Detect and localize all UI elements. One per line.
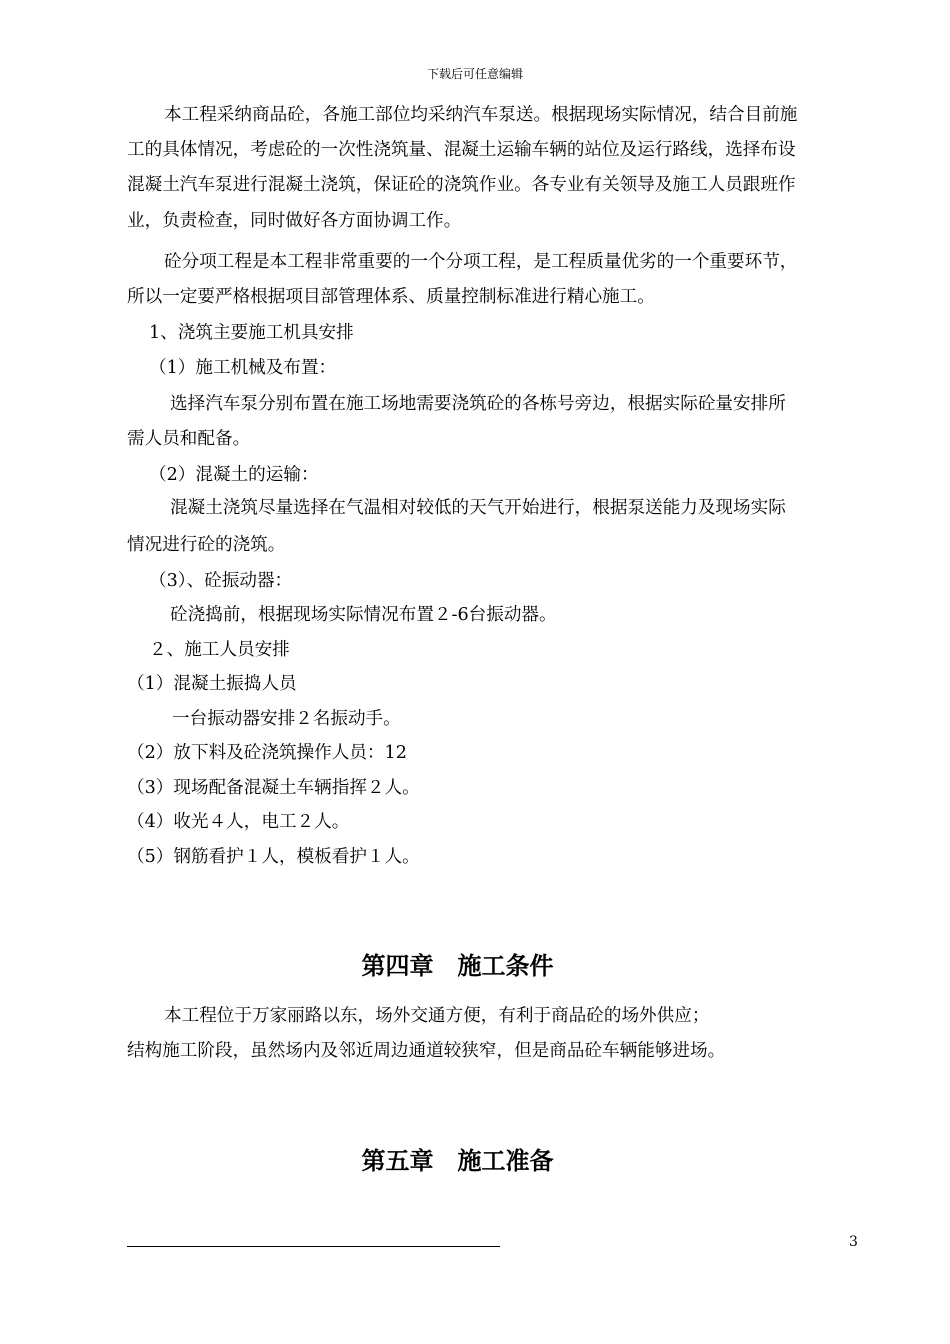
staff-item-text: 一台振动器安排２名振动手。 — [172, 709, 401, 729]
item-text: 砼浇捣前，根据现场实际情况布置２-6台振动器。 — [170, 605, 557, 625]
item-text: 情况进行砼的浇筑。 — [127, 535, 286, 555]
section-heading: ２、施工人员安排 — [149, 640, 290, 660]
chapter-title: 第四章 施工条件 — [361, 952, 554, 980]
paragraph-line: 工的具体情况，考虑砼的一次性浇筑量、混凝土运输车辆的站位及运行路线，选择布设 — [127, 140, 796, 160]
item-text: 混凝土浇筑尽量选择在气温相对较低的天气开始进行，根据泵送能力及现场实际 — [170, 498, 786, 518]
paragraph-line: 砼分项工程是本工程非常重要的一个分项工程，是工程质量优劣的一个重要环节， — [164, 252, 798, 272]
section-heading: 1、浇筑主要施工机具安排 — [149, 323, 354, 343]
header-note: 下载后可任意编辑 — [426, 67, 523, 81]
paragraph-line: 混凝土汽车泵进行混凝土浇筑，保证砼的浇筑作业。各专业有关领导及施工人员跟班作 — [127, 175, 796, 195]
paragraph-line: 业，负责检查，同时做好各方面协调工作。 — [127, 211, 462, 231]
staff-item: （5）钢筋看护１人，模板看护１人。 — [127, 847, 420, 867]
item-title: （2）混凝土的运输： — [149, 465, 319, 485]
paragraph-line: 本工程位于万家丽路以东，场外交通方便，有利于商品砼的场外供应； — [164, 1006, 710, 1026]
staff-item: （3）现场配备混凝土车辆指挥２人。 — [127, 778, 420, 798]
footer-rule — [127, 1246, 500, 1247]
staff-item: （1）混凝土振捣人员 — [127, 674, 297, 694]
paragraph-line: 本工程采纳商品砼，各施工部位均采纳汽车泵送。根据现场实际情况，结合目前施 — [164, 105, 798, 125]
staff-item: （2）放下料及砼浇筑操作人员：12 — [127, 743, 407, 763]
item-title: （3）、砼振动器： — [149, 571, 293, 591]
item-title: （1）施工机械及布置： — [149, 358, 337, 378]
item-text: 需人员和配备。 — [127, 429, 251, 449]
page-number: 3 — [849, 1234, 858, 1250]
paragraph-line: 结构施工阶段，虽然场内及邻近周边通道较狭窄，但是商品砼车辆能够进场。 — [127, 1041, 726, 1061]
chapter-title: 第五章 施工准备 — [361, 1147, 554, 1175]
staff-item: （4）收光４人，电工２人。 — [127, 812, 350, 832]
paragraph-line: 所以一定要严格根据项目部管理体系、质量控制标准进行精心施工。 — [127, 287, 655, 307]
item-text: 选择汽车泵分别布置在施工场地需要浇筑砼的各栋号旁边，根据实际砼量安排所 — [170, 394, 786, 414]
